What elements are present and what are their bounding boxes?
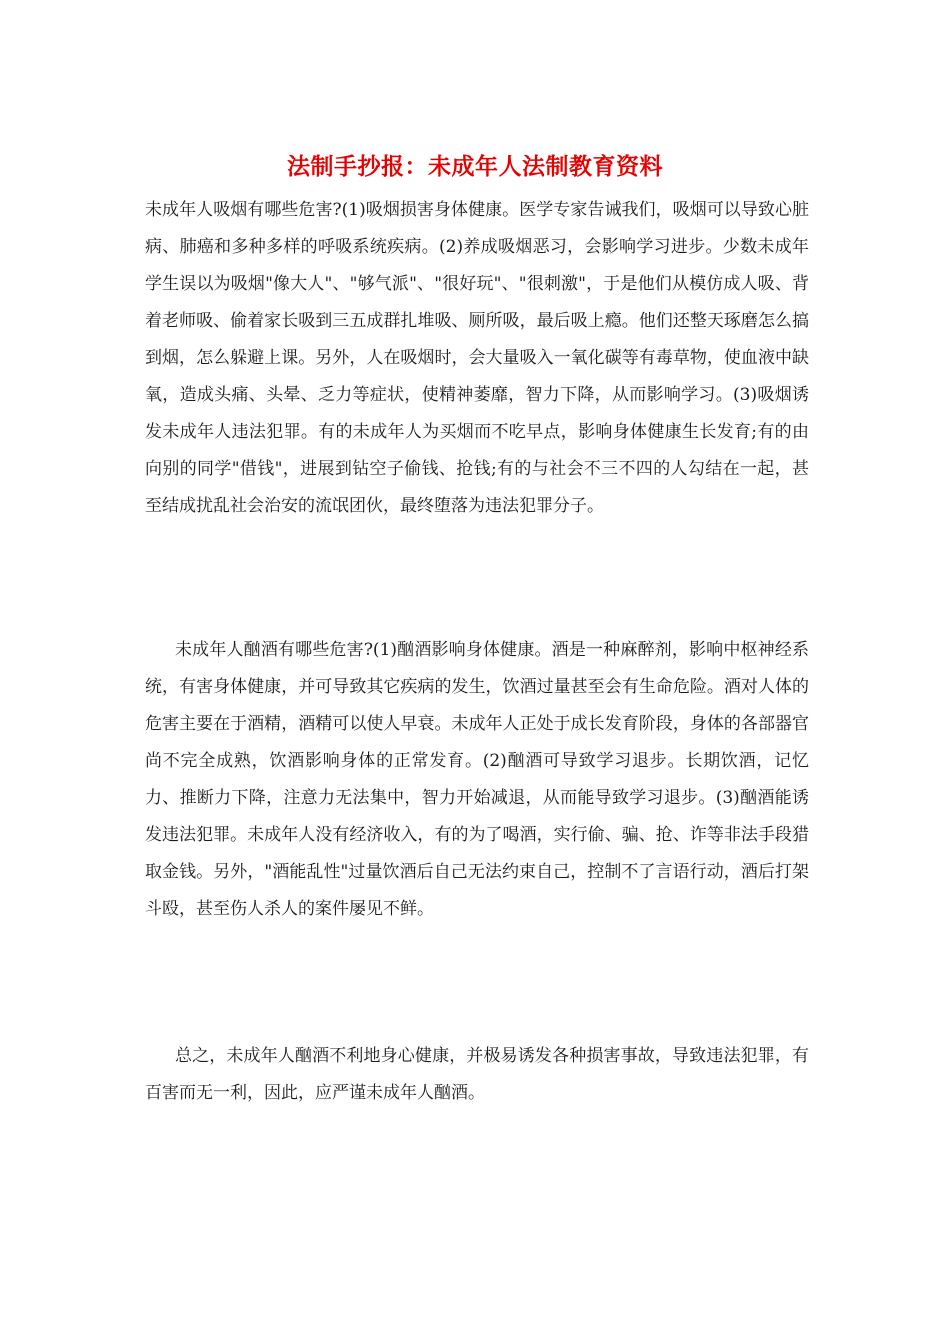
document-title: 法制手抄报：未成年人法制教育资料 [287,153,663,180]
paragraph-conclusion: 总之，未成年人酗酒不利地身心健康，并极易诱发各种损害事故，导致违法犯罪，有百害而无一利，因此，应严谨未成年人酗酒。 [145,1046,809,1103]
paragraph-drinking-harms: 未成年人酗酒有哪些危害?(1)酗酒影响身体健康。酒是一种麻醉剂，影响中枢神经系统，有害身体健康，并可导致其它疾病的发生，饮酒过量甚至会有生命危险。酒对人体的危害主要在于酒精，酒精可以使人早衰。未成年人正处于成长发育阶段，身体的各部器官尚不完全成熟，饮酒影响身体的正常发育。(2)酗酒可导致学习退步。长期饮酒，记忆力、推断力下降，注意力无法集中，智力开始减退，从而能导致学习退步。(3)酗酒能诱发违法犯罪。未成年人没有经济收入，有的为了喝酒，实行偷、骗、抢、诈等非法手段猎取金钱。另外，"酒能乱性"过量饮酒后自己无法约束自己，控制不了言语行动，酒后打架斗殴，甚至伤人杀人的案件屡见不鲜。 [145,640,809,919]
paragraph-smoking-harms: 未成年人吸烟有哪些危害?(1)吸烟损害身体健康。医学专家告诫我们，吸烟可以导致心脏病、肺癌和多种多样的呼吸系统疾病。(2)养成吸烟恶习，会影响学习进步。少数未成年学生误以为吸烟"像大人"、"够气派"、"很好玩"、"很刺激"，于是他们从模仿成人吸、背着老师吸、偷着家长吸到三五成群扎堆吸、厕所吸，最后吸上瘾。他们还整天琢磨怎么搞到烟，怎么躲避上课。另外，人在吸烟时，会大量吸入一氧化碳等有毒草物，使血液中缺氧，造成头痛、头晕、乏力等症状，使精神萎靡，智力下降，从而影响学习。(3)吸烟诱发未成年人违法犯罪。有的未成年人为买烟而不吃早点，影响身体健康生长发育;有的由向别的同学"借钱"，进展到钻空子偷钱、抢钱;有的与社会不三不四的人勾结在一起，甚至结成扰乱社会治安的流氓团伙，最终堕落为违法犯罪分子。 [145,200,809,516]
